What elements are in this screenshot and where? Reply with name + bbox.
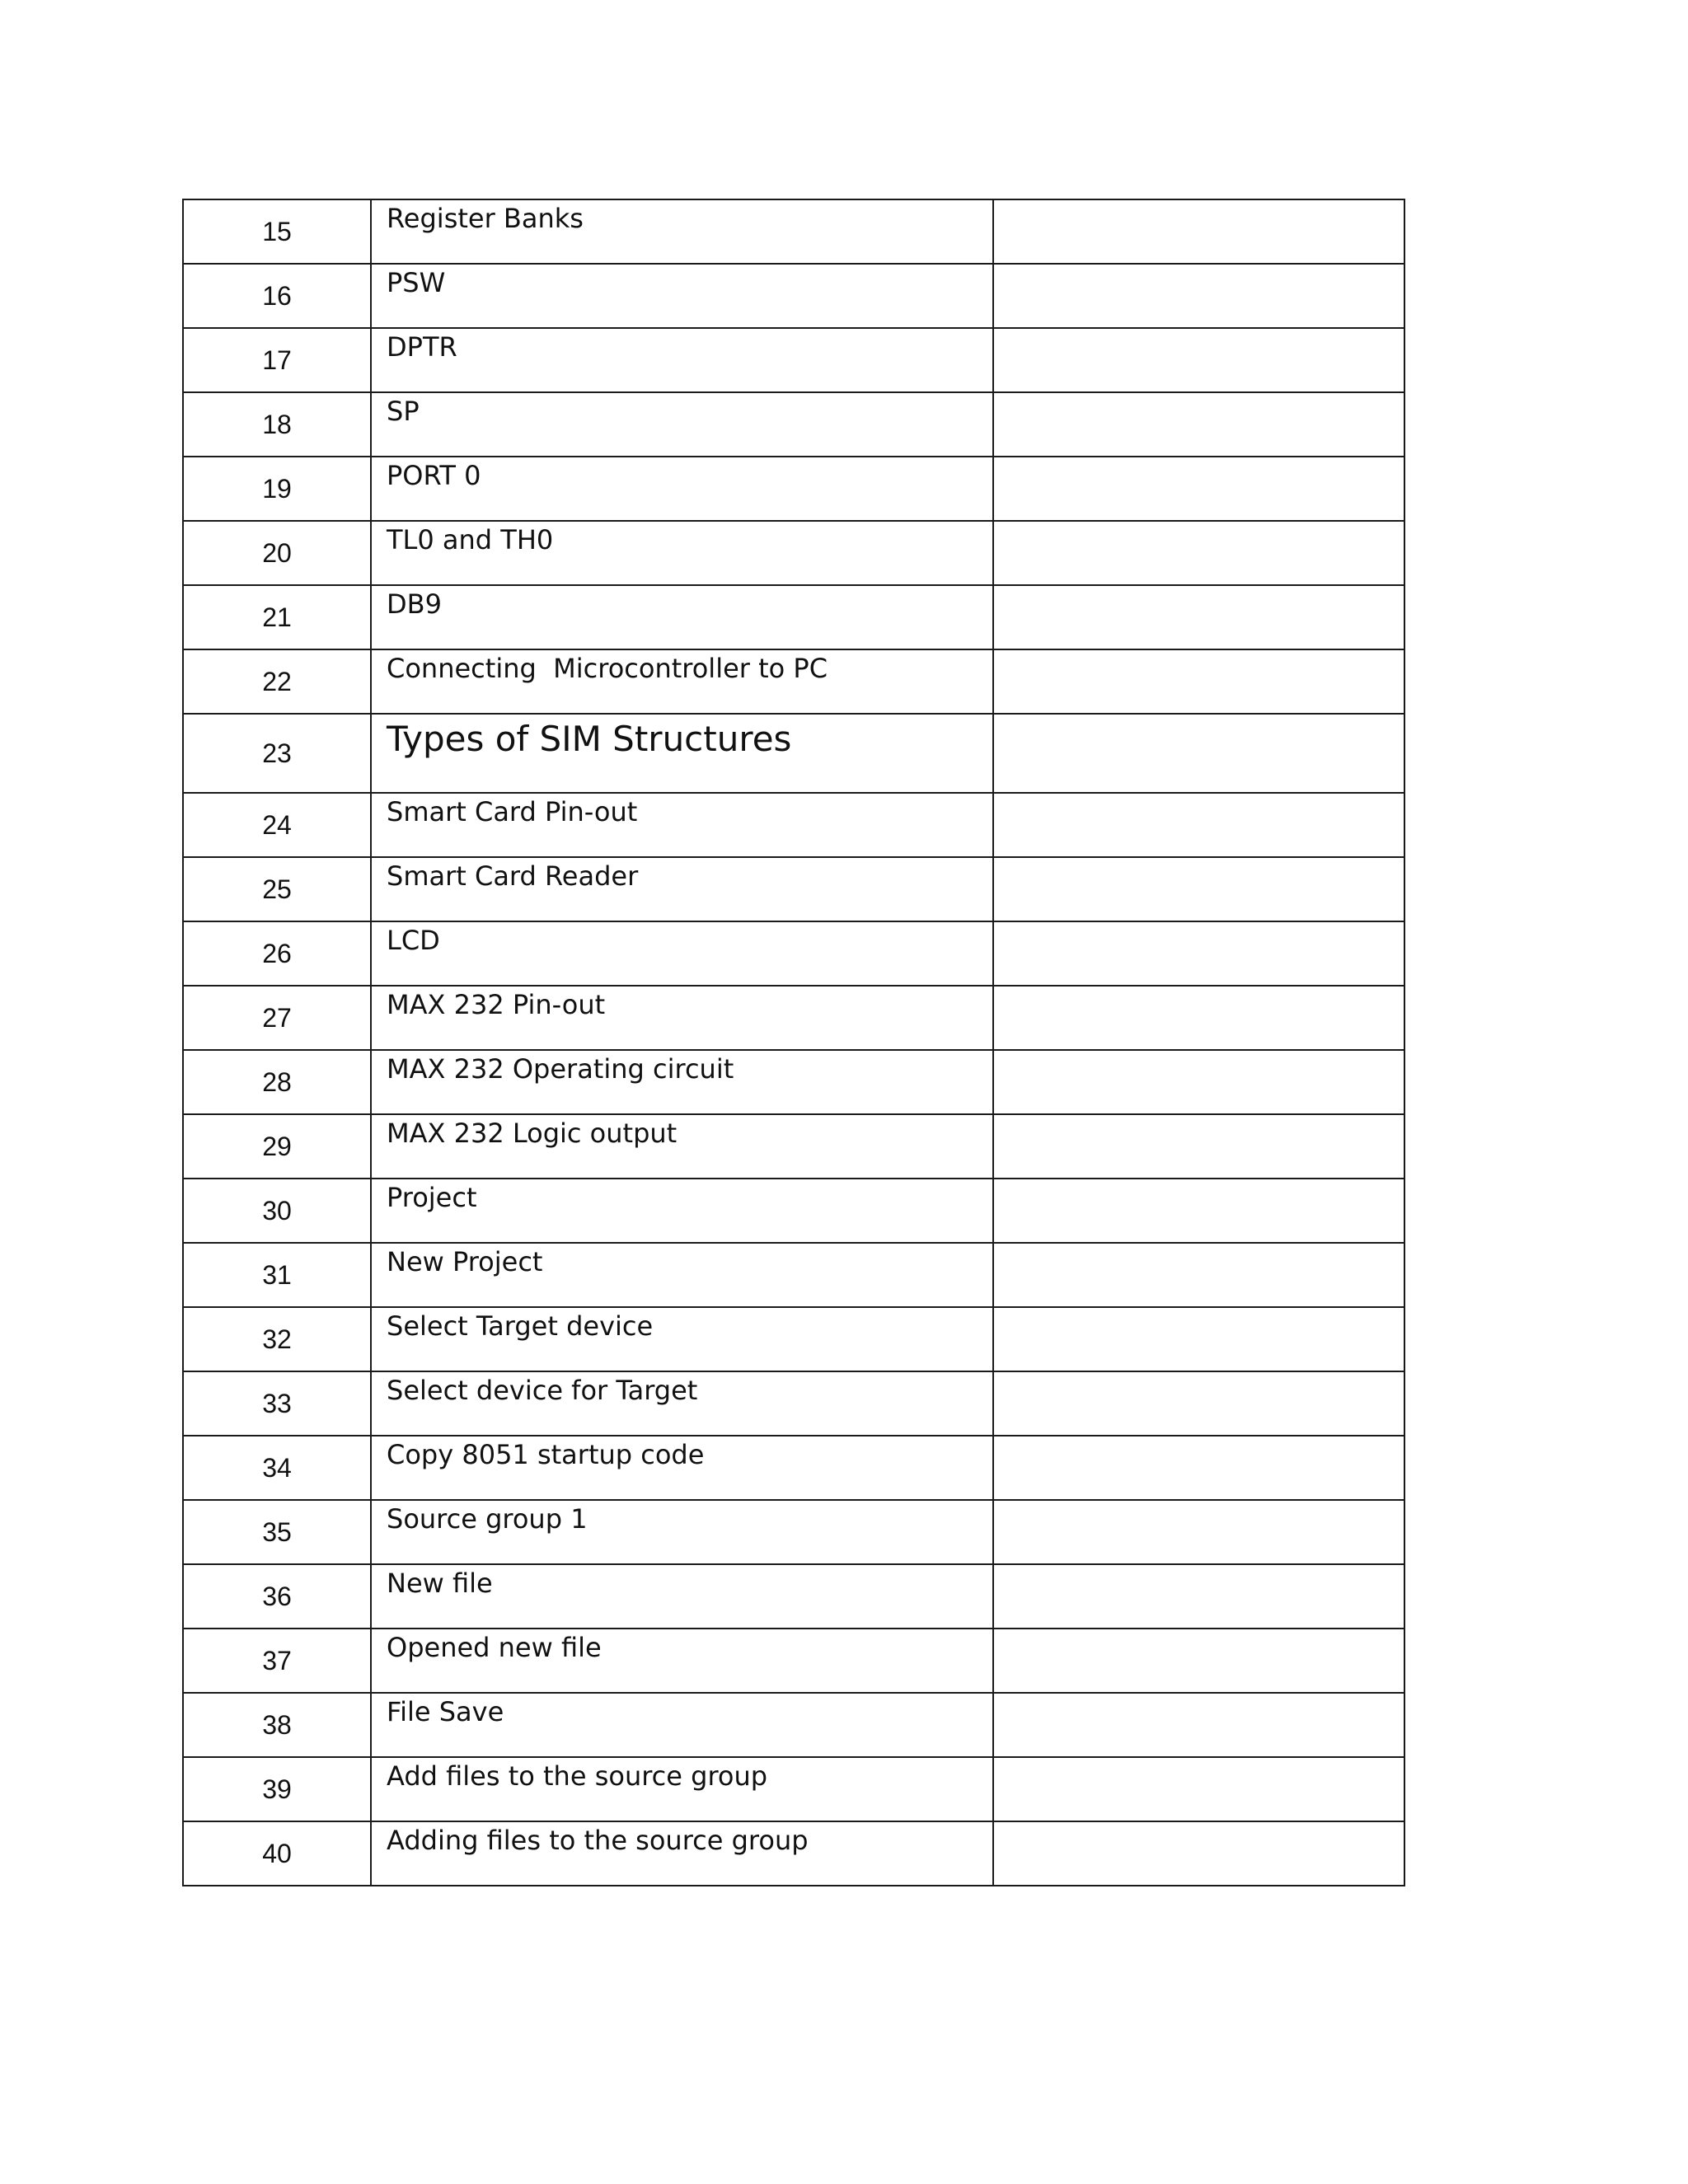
page-number-cell [993, 986, 1404, 1050]
figure-number: 21 [183, 585, 371, 649]
figure-title: New Project [371, 1243, 993, 1307]
table-row [183, 1114, 1404, 1179]
page-number-cell [993, 1050, 1404, 1114]
table-row [183, 793, 1404, 857]
figure-number: 30 [183, 1179, 371, 1243]
table-row [183, 921, 1404, 986]
page-number-cell [993, 1693, 1404, 1757]
list-of-figures-table [182, 199, 1405, 1886]
page-number-cell [993, 793, 1404, 857]
figure-number: 34 [183, 1436, 371, 1500]
table-row [183, 392, 1404, 457]
figure-title: Select device for Target [371, 1371, 993, 1436]
page-number-cell [993, 1564, 1404, 1629]
table-row [183, 649, 1404, 714]
figure-title: Copy 8051 startup code [371, 1436, 993, 1500]
page-number-cell [993, 857, 1404, 921]
figure-title: DPTR [371, 328, 993, 392]
figure-title: Add files to the source group [371, 1757, 993, 1821]
figure-number: 26 [183, 921, 371, 986]
table-row [183, 1050, 1404, 1114]
table-row [183, 986, 1404, 1050]
figure-number: 36 [183, 1564, 371, 1629]
table-row [183, 1307, 1404, 1371]
table-row [183, 1821, 1404, 1886]
table-row [183, 1436, 1404, 1500]
figure-number: 18 [183, 392, 371, 457]
page-number-cell [993, 392, 1404, 457]
figure-title: Connecting Microcontroller to PC [371, 649, 993, 714]
table-row [183, 585, 1404, 649]
figure-number: 35 [183, 1500, 371, 1564]
figure-number: 20 [183, 521, 371, 585]
figure-title: PORT 0 [371, 457, 993, 521]
figure-number: 25 [183, 857, 371, 921]
figure-title: Select Target device [371, 1307, 993, 1371]
page-number-cell [993, 457, 1404, 521]
figure-number: 17 [183, 328, 371, 392]
figure-title: TL0 and TH0 [371, 521, 993, 585]
table-row [183, 714, 1404, 793]
figure-number: 19 [183, 457, 371, 521]
figure-number: 24 [183, 793, 371, 857]
figure-number: 27 [183, 986, 371, 1050]
figure-number: 15 [183, 199, 371, 264]
figure-number: 38 [183, 1693, 371, 1757]
table-row [183, 1629, 1404, 1693]
figure-number: 32 [183, 1307, 371, 1371]
figure-number: 31 [183, 1243, 371, 1307]
page-number-cell [993, 921, 1404, 986]
figure-number: 40 [183, 1821, 371, 1886]
figure-title: Opened new file [371, 1629, 993, 1693]
table-row [183, 1243, 1404, 1307]
table-row [183, 1757, 1404, 1821]
figure-number: 39 [183, 1757, 371, 1821]
figure-number: 23 [183, 714, 371, 793]
figure-title: New file [371, 1564, 993, 1629]
figure-title: MAX 232 Pin-out [371, 986, 993, 1050]
table-row [183, 264, 1404, 328]
figure-title: Register Banks [371, 199, 993, 264]
figure-title: Smart Card Pin-out [371, 793, 993, 857]
figure-title: Types of SIM Structures [371, 714, 993, 793]
page-number-cell [993, 199, 1404, 264]
figure-title: MAX 232 Logic output [371, 1114, 993, 1179]
figure-title: Smart Card Reader [371, 857, 993, 921]
table-row [183, 857, 1404, 921]
table-row [183, 1179, 1404, 1243]
page-number-cell [993, 1500, 1404, 1564]
figure-number: 28 [183, 1050, 371, 1114]
figure-title: PSW [371, 264, 993, 328]
figure-title: Source group 1 [371, 1500, 993, 1564]
figure-title: File Save [371, 1693, 993, 1757]
page-number-cell [993, 714, 1404, 793]
table-row [183, 199, 1404, 264]
page-number-cell [993, 521, 1404, 585]
page-number-cell [993, 1371, 1404, 1436]
figure-title: MAX 232 Operating circuit [371, 1050, 993, 1114]
figure-number: 16 [183, 264, 371, 328]
figure-title: LCD [371, 921, 993, 986]
page-number-cell [993, 328, 1404, 392]
table-row [183, 457, 1404, 521]
page-number-cell [993, 1114, 1404, 1179]
page-number-cell [993, 1307, 1404, 1371]
page-number-cell [993, 1629, 1404, 1693]
page-number-cell [993, 649, 1404, 714]
table-row [183, 1500, 1404, 1564]
figure-title: Adding files to the source group [371, 1821, 993, 1886]
table-row [183, 1564, 1404, 1629]
page-number-cell [993, 1821, 1404, 1886]
figure-title: SP [371, 392, 993, 457]
figure-number: 33 [183, 1371, 371, 1436]
figure-number: 37 [183, 1629, 371, 1693]
page-number-cell [993, 1757, 1404, 1821]
table-row [183, 328, 1404, 392]
table-body [183, 199, 1404, 1886]
table-row [183, 1371, 1404, 1436]
page-number-cell [993, 1436, 1404, 1500]
figure-number: 22 [183, 649, 371, 714]
figure-title: DB9 [371, 585, 993, 649]
page-number-cell [993, 1179, 1404, 1243]
page-number-cell [993, 585, 1404, 649]
table-row [183, 521, 1404, 585]
figure-number: 29 [183, 1114, 371, 1179]
table-row [183, 1693, 1404, 1757]
figure-title: Project [371, 1179, 993, 1243]
page-number-cell [993, 264, 1404, 328]
page-number-cell [993, 1243, 1404, 1307]
